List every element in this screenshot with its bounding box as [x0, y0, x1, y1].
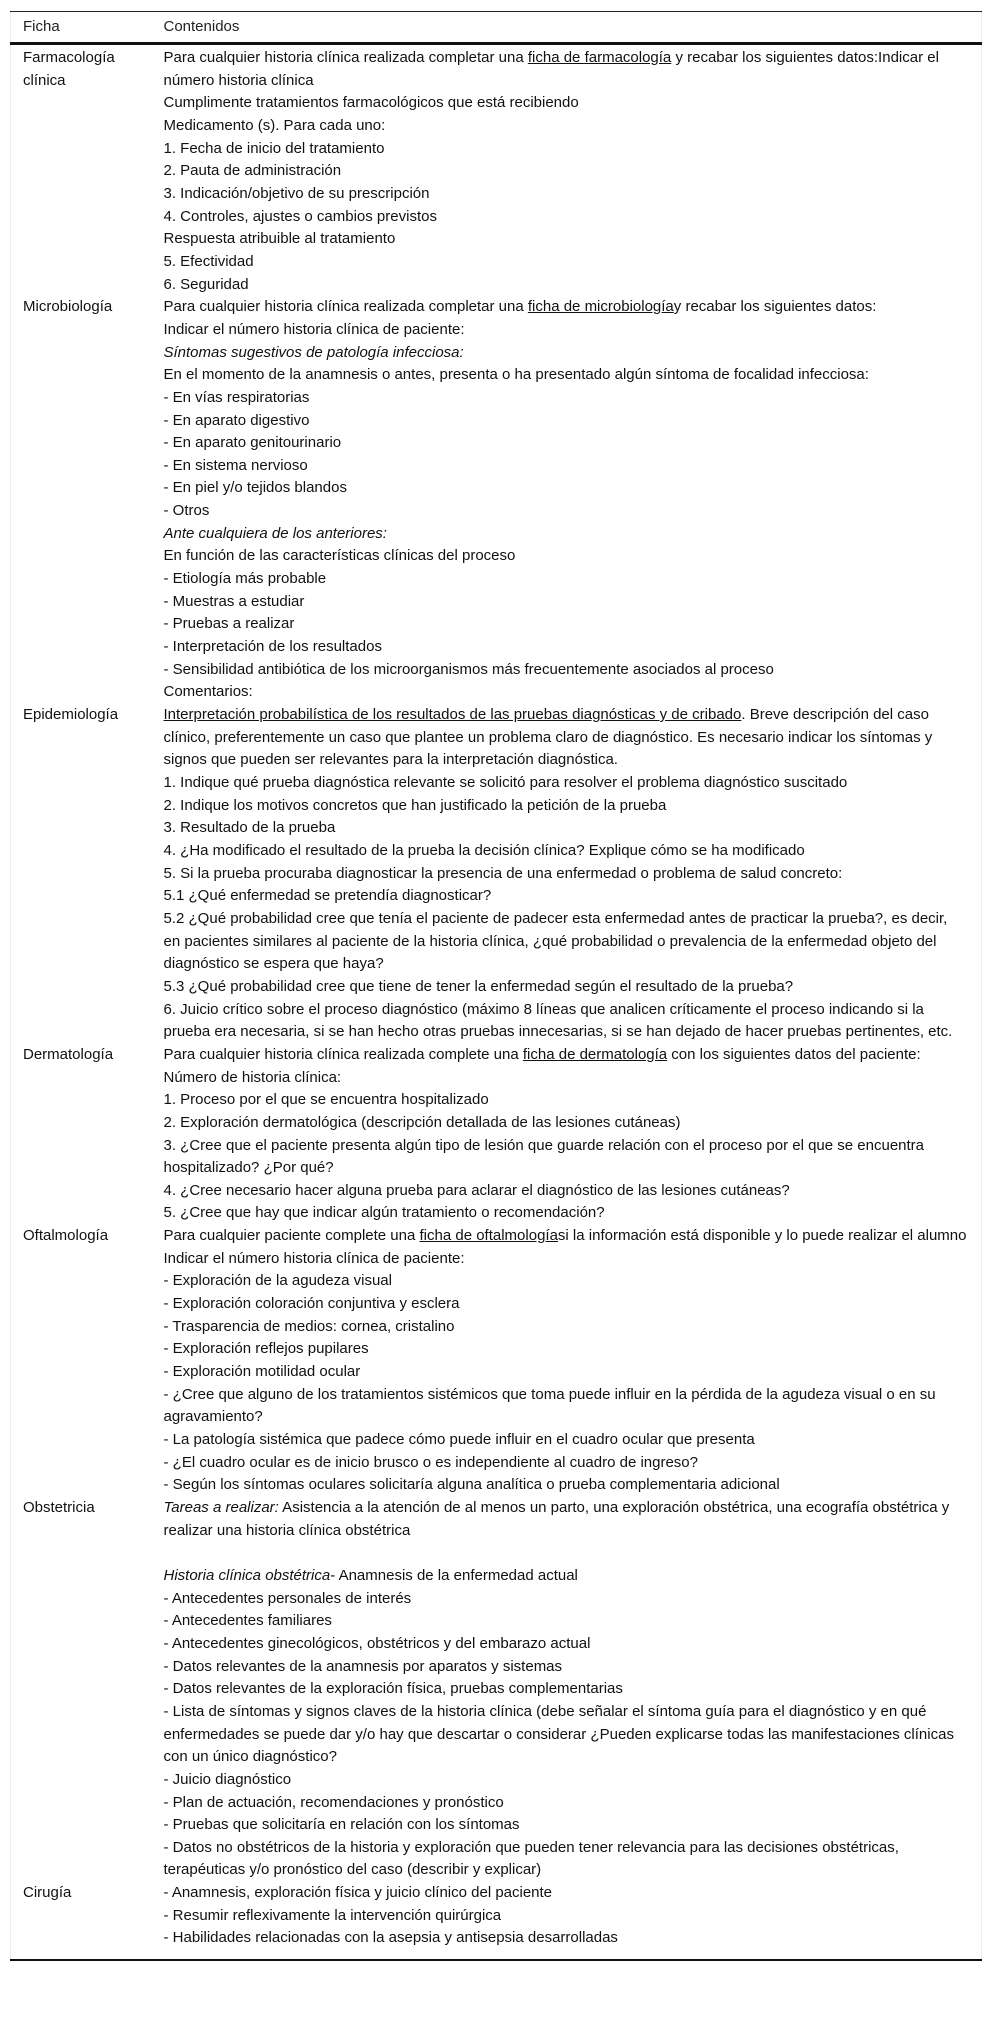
- header-contenidos: Contenidos: [164, 12, 982, 44]
- content-line: [164, 1542, 968, 1565]
- content-line: [164, 115, 968, 138]
- content-text: En el momento de la anamnesis o antes, presenta o ha presentado algún síntoma de focalidad infecciosa:: [163, 366, 869, 384]
- content-line: [164, 364, 968, 387]
- content-line: [164, 1588, 968, 1611]
- content-line: [164, 772, 968, 795]
- content-text: 4. Controles, ajustes o cambios previstos: [163, 207, 437, 225]
- content-text: 5.2 ¿Qué probabilidad cree que tenía el paciente de padecer esta enfermedad antes de practicar la prueba?, es decir, en pacientes similares al paciente de la historia clínica, ¿qué probabilidad o prevalencia de la enfermedad objeto del diagnóstico se espera que haya?: [163, 909, 948, 973]
- content-text: - En aparato genitourinario: [163, 434, 342, 452]
- content-line: [164, 500, 968, 523]
- content-line: [164, 976, 968, 999]
- table-row: [11, 1044, 982, 1225]
- content-text: - Antecedentes ginecológicos, obstétricos y del embarazo actual: [163, 1634, 591, 1652]
- content-line: [164, 138, 968, 161]
- ficha-name-cell: Cirugía: [11, 1882, 164, 1960]
- ficha-link[interactable]: ficha de microbiología: [527, 298, 674, 316]
- content-line: [164, 840, 968, 863]
- content-text: 6. Seguridad: [163, 275, 249, 293]
- content-text: 4. ¿Ha modificado el resultado de la prueba la decisión clínica? Explique cómo se ha modificado: [163, 841, 805, 859]
- content-line: [164, 1769, 968, 1792]
- content-text: - Exploración motilidad ocular: [163, 1363, 361, 1381]
- content-line: [164, 1384, 968, 1429]
- content-text: - Habilidades relacionadas con la asepsia y antisepsia desarrolladas: [163, 1929, 618, 1947]
- content-line: [164, 1270, 968, 1293]
- italic-heading-text: Ante cualquiera de los anteriores:: [163, 524, 387, 542]
- contenidos-cell: [164, 704, 982, 1044]
- content-text: - Plan de actuación, recomendaciones y pronóstico: [163, 1793, 504, 1811]
- content-line: [164, 1338, 968, 1361]
- content-text: 1. Proceso por el que se encuentra hospitalizado: [163, 1091, 489, 1109]
- fichas-table-container: [10, 11, 982, 1961]
- content-text: y recabar los siguientes datos:: [673, 298, 877, 316]
- content-line: [164, 523, 968, 546]
- content-text: 1. Fecha de inicio del tratamiento: [163, 139, 385, 157]
- content-text: - En aparato digestivo: [163, 411, 310, 429]
- content-line: [164, 477, 968, 500]
- content-line: [164, 659, 968, 682]
- content-text: 5. ¿Cree que hay que indicar algún tratamiento o recomendación?: [163, 1204, 605, 1222]
- content-text: 3. Indicación/objetivo de su prescripción: [163, 184, 430, 202]
- ficha-link[interactable]: ficha de farmacología: [527, 49, 672, 66]
- ficha-name-cell: Dermatología: [23, 1045, 114, 1063]
- content-text: 2. Pauta de administración: [163, 162, 342, 180]
- content-line: [164, 1225, 968, 1248]
- content-line: [164, 410, 968, 433]
- content-line: [164, 1565, 968, 1588]
- content-text: 3. Resultado de la prueba: [163, 819, 336, 837]
- content-line: [164, 885, 968, 908]
- content-line: [164, 1814, 968, 1837]
- content-line: [164, 92, 968, 115]
- content-line: [164, 1293, 968, 1316]
- contenidos-cell: [164, 1044, 982, 1225]
- content-line: [164, 1248, 968, 1271]
- content-line: [164, 251, 968, 274]
- content-line: [164, 568, 968, 591]
- content-line: [164, 613, 968, 636]
- content-line: [164, 1452, 968, 1475]
- content-line: [164, 681, 968, 704]
- content-text: - Resumir reflexivamente la intervención quirúrgica: [163, 1906, 502, 1924]
- content-line: [164, 908, 968, 976]
- content-line: [164, 1678, 968, 1701]
- content-text: Número de historia clínica:: [163, 1068, 342, 1086]
- content-line: [164, 432, 968, 455]
- content-text: Medicamento (s). Para cada uno:: [163, 116, 386, 134]
- content-text: Cumplimente tratamientos farmacológicos que está recibiendo: [163, 94, 579, 112]
- content-line: [164, 206, 968, 229]
- italic-heading-text: Tareas a realizar:: [163, 1499, 279, 1516]
- content-line: [164, 387, 968, 410]
- table-row: [11, 704, 982, 1044]
- content-text: - Trasparencia de medios: cornea, cristalino: [163, 1317, 455, 1335]
- content-line: [164, 795, 968, 818]
- ficha-name-cell: Obstetricia: [23, 1499, 95, 1516]
- content-line: [164, 1656, 968, 1679]
- content-text: - En sistema nervioso: [163, 456, 308, 474]
- content-text: - Datos no obstétricos de la historia y exploración que pueden tener relevancia para las decisiones obstétricas, terapéuticas y/o pronóstico del caso (describir y explicar): [163, 1838, 899, 1879]
- content-line: [164, 296, 968, 319]
- content-text: - Sensibilidad antibiótica de los microorganismos más frecuentemente asociados al proceso: [163, 660, 774, 678]
- content-text: - Pruebas que solicitaría en relación con los síntomas: [163, 1816, 520, 1834]
- content-line: [164, 863, 968, 886]
- table-row: [11, 1497, 982, 1882]
- content-text: - Otros: [163, 502, 210, 520]
- content-text: - Juicio diagnóstico: [163, 1770, 292, 1788]
- content-line: [164, 1067, 968, 1090]
- content-line: [164, 183, 968, 206]
- content-line: [164, 47, 968, 92]
- content-text: - ¿El cuadro ocular es de inicio brusco o es independiente al cuadro de ingreso?: [163, 1453, 698, 1471]
- content-text: - La patología sistémica que padece cómo puede influir en el cuadro ocular que presenta: [163, 1431, 755, 1449]
- content-text: - Pruebas a realizar: [163, 615, 295, 633]
- content-text: - Lista de síntomas y signos claves de la historia clínica (debe señalar el síntoma guía para el diagnóstico y en qué enfermedades se puede dar y/o hay que descartar o considerar ¿Pueden explicarse todas las manifestaciones clínicas con un único diagnóstico?: [163, 1702, 954, 1766]
- content-line: [164, 704, 968, 772]
- content-text: 5. Si la prueba procuraba diagnosticar la presencia de una enfermedad o problema de salud concreto:: [163, 864, 843, 882]
- content-text: 2. Indique los motivos concretos que han justificado la petición de la prueba: [163, 796, 667, 814]
- content-line: [164, 591, 968, 614]
- content-line: [164, 1429, 968, 1452]
- content-line: [164, 1474, 968, 1497]
- content-text: 6. Juicio crítico sobre el proceso diagnóstico (máximo 8 líneas que analicen críticamente el proceso indicando si la prueba era necesaria, si se han hecho otras pruebas innecesarias, si se han dejado de hacer pruebas pertinentes, etc.: [163, 1000, 953, 1041]
- content-text: Indicar el número historia clínica de paciente:: [163, 320, 465, 338]
- contenidos-cell: [164, 44, 982, 297]
- content-text: - En piel y/o tejidos blandos: [163, 479, 347, 497]
- table-header: [11, 12, 982, 44]
- content-line: [164, 1792, 968, 1815]
- content-text: Para cualquier historia clínica realizada completar una: [163, 49, 528, 66]
- content-text: - Exploración coloración conjuntiva y esclera: [163, 1295, 460, 1313]
- content-text: . Breve descripción del caso clínico, preferentemente un caso que plantee un problema claro de diagnóstico. Es necesario indicar los síntomas y signos que pueden ser relevantes para la interpretación diagnóstica.: [163, 706, 933, 769]
- italic-heading-text: Síntomas sugestivos de patología infecciosa:: [163, 343, 464, 361]
- table-row: [11, 1225, 982, 1497]
- content-text: - Interpretación de los resultados: [163, 638, 382, 656]
- content-line: [164, 1927, 968, 1950]
- contenidos-cell: [164, 1882, 982, 1960]
- content-text: Para cualquier historia clínica realizada complete una: [163, 1045, 523, 1063]
- content-text: - En vías respiratorias: [163, 388, 310, 406]
- content-text: Asistencia a la atención de al menos un parto, una exploración obstétrica, una ecografía obstétrica y realizar una historia clínica obstétrica: [163, 1499, 950, 1539]
- content-line: [164, 1180, 968, 1203]
- content-text: - Según los síntomas oculares solicitaría alguna analítica o prueba complementaria adicional: [163, 1476, 780, 1494]
- header-row: [11, 12, 982, 44]
- content-text: si la información está disponible y lo puede realizar el alumno: [557, 1227, 967, 1245]
- content-line: [164, 228, 968, 251]
- content-line: [164, 1610, 968, 1633]
- content-text: - Exploración reflejos pupilares: [163, 1340, 369, 1358]
- content-text: - ¿Cree que alguno de los tratamientos sistémicos que toma puede influir en la pérdida de la agudeza visual o en su agravamiento?: [163, 1385, 936, 1426]
- content-text: - Antecedentes familiares: [163, 1612, 332, 1630]
- table-body: [11, 44, 982, 1961]
- content-text: 4. ¿Cree necesario hacer alguna prueba para aclarar el diagnóstico de las lesiones cutáneas?: [163, 1181, 790, 1199]
- contenidos-cell: [164, 1225, 982, 1497]
- ficha-link[interactable]: ficha de oftalmología: [419, 1227, 558, 1245]
- content-text: Indicar el número historia clínica de paciente:: [163, 1249, 465, 1267]
- content-text: - Etiología más probable: [163, 570, 327, 588]
- ficha-name-cell: Farmacología clínica: [23, 49, 115, 89]
- content-line: [164, 319, 968, 342]
- content-line: [164, 545, 968, 568]
- fichas-table: [10, 11, 982, 1961]
- content-text: Para cualquier paciente complete una: [163, 1227, 420, 1245]
- content-text: 1. Indique qué prueba diagnóstica relevante se solicitó para resolver el problema diagnóstico suscitado: [163, 774, 848, 791]
- content-text: 2. Exploración dermatológica (descripción detallada de las lesiones cutáneas): [163, 1113, 681, 1131]
- content-line: [164, 342, 968, 365]
- content-line: [164, 455, 968, 478]
- content-line: [164, 1112, 968, 1135]
- content-text: - Antecedentes personales de interés: [163, 1589, 412, 1607]
- table-row: [11, 296, 982, 704]
- content-line: [164, 817, 968, 840]
- content-text: - Anamnesis, exploración física y juicio clínico del paciente: [163, 1884, 553, 1902]
- content-line: [164, 1905, 968, 1928]
- content-text: 3. ¿Cree que el paciente presenta algún tipo de lesión que guarde relación con el proceso por el que se encuentra hospitalizado? ¿Por qué?: [163, 1136, 925, 1177]
- content-line: [164, 1882, 968, 1905]
- ficha-name-cell: Oftalmología: [23, 1227, 109, 1245]
- content-line: [164, 1316, 968, 1339]
- table-row: [11, 1882, 982, 1960]
- content-line: [164, 1089, 968, 1112]
- ficha-link[interactable]: ficha de dermatología: [522, 1045, 668, 1063]
- content-text: Para cualquier historia clínica realizada completar una: [163, 298, 528, 316]
- content-text: 5.3 ¿Qué probabilidad cree que tiene de tener la enfermedad según el resultado de la prueba?: [163, 977, 794, 995]
- content-text: Comentarios:: [163, 683, 253, 701]
- content-line: [164, 999, 968, 1044]
- content-text: con los siguientes datos del paciente:: [667, 1045, 921, 1063]
- content-text: - Exploración de la agudeza visual: [163, 1272, 392, 1290]
- content-text: En función de las características clínicas del proceso: [163, 547, 516, 565]
- ficha-link[interactable]: Interpretación probabilística de los resultados de las pruebas diagnósticas y de cribado: [163, 706, 742, 724]
- content-line: [164, 1497, 968, 1542]
- content-text: 5. Efectividad: [163, 252, 254, 270]
- content-line: [164, 1044, 968, 1067]
- ficha-name-cell: Microbiología: [23, 298, 113, 316]
- contenidos-cell: [164, 1497, 982, 1882]
- content-text: 5.1 ¿Qué enfermedad se pretendía diagnosticar?: [163, 887, 492, 905]
- content-text: - Datos relevantes de la anamnesis por aparatos y sistemas: [163, 1657, 563, 1675]
- content-line: [164, 1135, 968, 1180]
- content-line: [164, 1202, 968, 1225]
- content-line: [164, 1837, 968, 1882]
- ficha-name-cell: Epidemiología: [23, 706, 119, 724]
- content-line: [164, 1633, 968, 1656]
- table-row: [11, 44, 982, 297]
- contenidos-cell: [164, 296, 982, 704]
- content-text: - Datos relevantes de la exploración física, pruebas complementarias: [163, 1680, 623, 1698]
- content-text: Respuesta atribuible al tratamiento: [163, 230, 396, 248]
- content-text: - Muestras a estudiar: [163, 592, 305, 610]
- content-line: [164, 636, 968, 659]
- content-text: - Anamnesis de la enfermedad actual: [330, 1566, 578, 1584]
- content-text: y recabar los siguientes datos:Indicar el número historia clínica: [163, 49, 939, 89]
- content-line: [164, 1701, 968, 1769]
- content-line: [164, 274, 968, 297]
- italic-heading-text: Historia clínica obstétrica: [163, 1566, 331, 1584]
- header-ficha: Ficha: [11, 12, 164, 44]
- content-line: [164, 160, 968, 183]
- content-line: [164, 1361, 968, 1384]
